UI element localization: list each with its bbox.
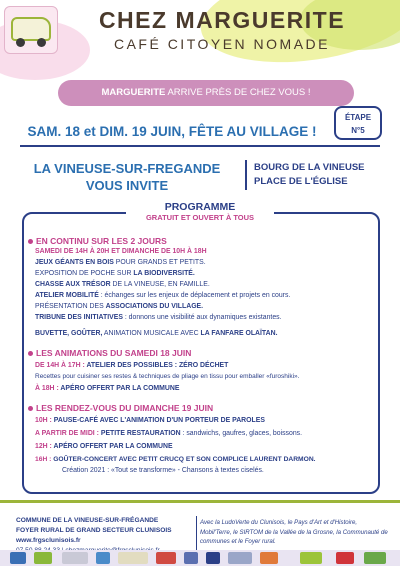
wheel-icon (16, 38, 25, 47)
arrival-banner (58, 80, 354, 106)
list-item: JEUX GÉANTS EN BOIS POUR GRANDS ET PETITS. (35, 259, 206, 266)
list-item: PRÉSENTATION DES ASSOCIATIONS DU VILLAGE. (35, 303, 204, 310)
caravan-logo (4, 6, 58, 54)
decor-bar (0, 500, 400, 503)
list-item: 16H : GOÛTER-CONCERT AVEC PETIT CRUCQ ET SON COMPLICE LAURENT DARMON. (35, 456, 316, 463)
stage-number: N°5 (351, 126, 365, 135)
bullet-icon (28, 239, 33, 244)
partner-logo (206, 552, 220, 564)
list-item: Création 2021 : «Tout se transforme» - Chansons à textes ciselés. (62, 467, 264, 474)
programme-header (126, 201, 274, 229)
vertical-divider (245, 160, 247, 190)
stage-label: ÉTAPE (344, 113, 372, 122)
programme-subtitle: GRATUIT ET OUVERT À TOUS (145, 213, 255, 222)
list-item: 10H : PAUSE-CAFÉ AVEC L'ANIMATION D'UN PORTEUR DE PAROLES (35, 417, 265, 424)
venue (254, 161, 394, 189)
list-item: SAMEDI DE 14H À 20H ET DIMANCHE DE 10H À 18H (35, 248, 207, 255)
page-title: CHEZ MARGUERITE (98, 7, 346, 33)
list-item: DE 14H À 17H : ATELIER DES POSSIBLES : ZÉRO DÉCHET (35, 362, 229, 369)
list-item: À 18H : APÉRO OFFERT PAR LA COMMUNE (35, 385, 180, 392)
arrival-banner-bold: MARGUERITE (101, 87, 166, 98)
list-item: A PARTIR DE MIDI : PETITE RESTAURATION : sandwichs, gaufres, glaces, boissons. (35, 430, 303, 437)
partner-logo (96, 552, 110, 564)
programme-title: PROGRAMME (164, 201, 236, 213)
partner-logo (34, 552, 52, 564)
organizer-commune: COMMUNE DE LA VINEUSE-SUR-FRÉGANDE (16, 517, 159, 524)
partner-logo (10, 552, 26, 564)
website-link[interactable]: www.frgsclunisois.fr (16, 537, 81, 544)
list-item: CHASSE AUX TRÉSOR DE LA VINEUSE, EN FAMILLE. (35, 281, 210, 288)
venue-line-1: BOURG DE LA VINEUSE (254, 162, 365, 173)
bullet-icon (28, 406, 33, 411)
section-heading: LES RENDEZ-VOUS DU DIMANCHE 19 JUIN (28, 403, 213, 413)
list-item: BUVETTE, GOÛTER, ANIMATION MUSICALE AVEC LA FANFARE OLAÏTAN. (35, 330, 278, 337)
partner-logo (336, 552, 354, 564)
list-item: TRIBUNE DES INITIATIVES : donnons une visibilité aux dynamiques existantes. (35, 314, 282, 321)
partner-logo (156, 552, 176, 564)
partner-logo (228, 552, 252, 564)
page-subtitle: CAFÉ CITOYEN NOMADE (113, 36, 331, 52)
partner-logo (300, 552, 322, 564)
list-item: ATELIER MOBILITÉ : échanges sur les enjeux de déplacement et projets en cours. (35, 292, 291, 299)
section-heading: LES ANIMATIONS DU SAMEDI 18 JUIN (28, 348, 191, 358)
section-heading: EN CONTINU SUR LES 2 JOURS (28, 236, 167, 246)
partner-logo (260, 552, 278, 564)
arrival-banner-text: ARRIVE PRÈS DE CHEZ VOUS ! (165, 87, 311, 98)
event-date: SAM. 18 et DIM. 19 JUIN, FÊTE AU VILLAGE ! (27, 124, 317, 139)
partners-text: Avec la LudoVerte du Clunisois, le Pays d'Art et d'Histoire, Mobil'Terre, le SIRTOM de la Vallée de la Grosne, la Communauté de communes et le Foyer rural. (200, 519, 388, 545)
footer-divider (196, 516, 197, 550)
wheel-icon (37, 38, 46, 47)
partner-logo (62, 552, 88, 564)
bullet-icon (28, 351, 33, 356)
organizer-foyer: FOYER RURAL DE GRAND SECTEUR CLUNISOIS (16, 527, 172, 534)
stage-badge (334, 106, 382, 140)
list-item: 12H : APÉRO OFFERT PAR LA COMMUNE (35, 443, 173, 450)
invite-heading (22, 160, 232, 194)
venue-line-2: PLACE DE L'ÉGLISE (254, 176, 348, 187)
divider (20, 145, 380, 147)
caravan-icon (11, 17, 51, 41)
invite-line-1: LA VINEUSE-SUR-FREGANDE (33, 161, 221, 176)
list-item: EXPOSITION DE POCHE SUR LA BIODIVERSITÉ. (35, 270, 195, 277)
partner-logo (184, 552, 198, 564)
partner-logo (364, 552, 386, 564)
invite-line-2: VOUS INVITE (85, 178, 169, 193)
list-item: Recettes pour cuisiner ses restes & techniques de pliage en tissu pour emballer «furoshiki». (35, 373, 300, 380)
partner-logo (118, 552, 148, 564)
